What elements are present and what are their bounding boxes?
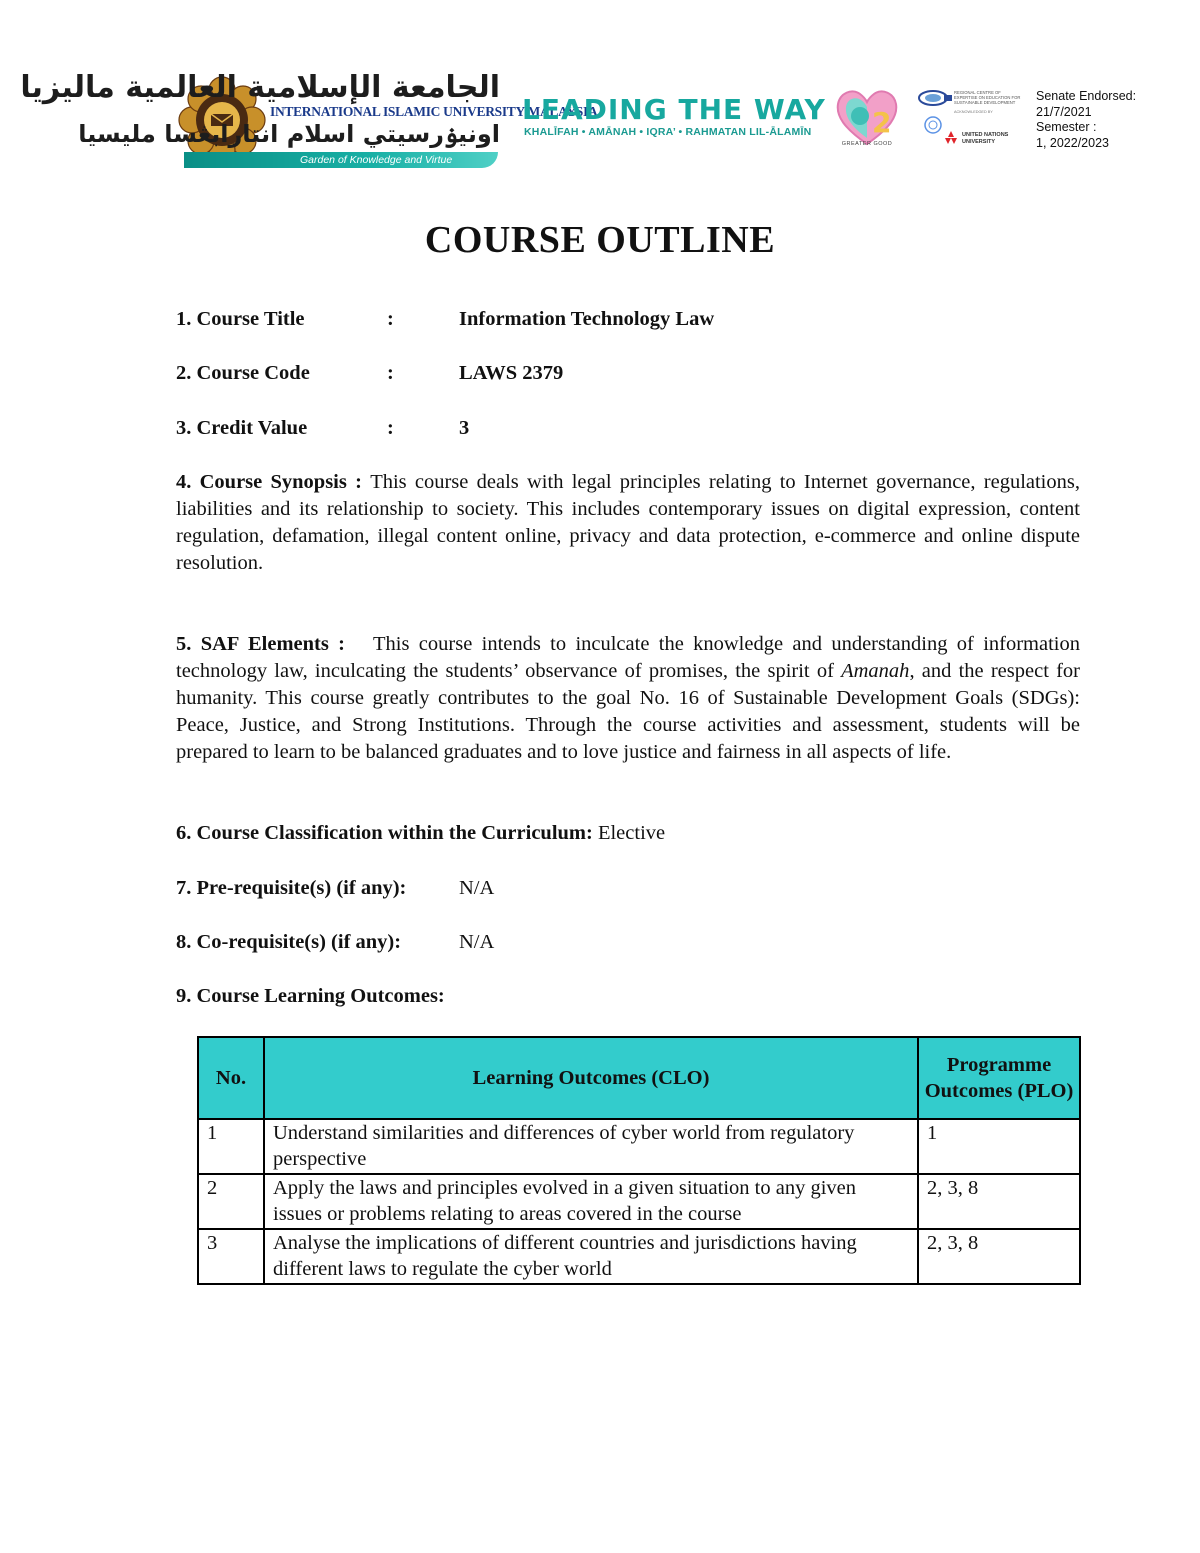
course-code-label: 2. Course Code [176,362,310,384]
header-outcome: Learning Outcomes (CLO) [264,1037,918,1119]
row-outcome: Analyse the implications of different countries and jurisdictions having different laws to regulate the cyber world [264,1229,918,1284]
saf-label: 5. SAF Elements : [176,633,346,655]
row-no: 1 [198,1119,264,1174]
university-name-arabic: الجامعة الإسلامية العالمية ماليزيا [20,70,500,105]
synopsis-colon: : [346,471,371,493]
header-no: No. [198,1037,264,1119]
table-row [198,1174,1080,1229]
clo-table [197,1036,1081,1285]
classification-label: 6. Course Classification within the Curriculum: [176,822,593,844]
university-name-english: INTERNATIONAL ISLAMIC UNIVERSITY MALAYSIA [270,104,598,119]
credit-value-label: 3. Credit Value [176,417,308,439]
row-plo: 1 [918,1119,1080,1174]
unu-label: UNITED NATIONS UNIVERSITY [962,132,1009,145]
rce-unu-logo [918,88,1024,150]
row-outcome: Understand similarities and differences of cyber world from regulatory perspective [264,1119,918,1174]
synopsis-label: 4. Course Synopsis [176,471,347,493]
senate-endorsement [1036,89,1136,151]
row-plo: 2, 3, 8 [918,1229,1080,1284]
course-synopsis [176,469,1080,577]
saf-text-italic: Amanah [841,660,910,682]
university-motto: Garden of Knowledge and Virtue [300,154,453,166]
course-title-label: 1. Course Title [176,308,305,330]
classification-value: Elective [597,822,666,844]
row-outcome: Apply the laws and principles evolved in a given situation to any given issues or problems relating to areas covered in the course [264,1174,918,1229]
row-no: 3 [198,1229,264,1284]
page-title: COURSE OUTLINE [424,219,776,261]
row-no: 2 [198,1174,264,1229]
corequisite-value: N/A [459,931,495,953]
endorsement-date: 21/7/2021 [1036,104,1092,119]
semester-value: 1, 2022/2023 [1036,135,1109,150]
synopsis-text: This course deals with legal principles relating to Internet governance, regulations, liabilities and its relationship to society. This includes contemporary issues on digital expression, content regulation, defamation, illegal content online, privacy and data protection, e-commerce and online dispute resolution. [176,471,1080,574]
saf-text-start: This course intends to inculcate the knowledge and understanding of information technology law, inculcating the students’ observance of promises, the spirit of [176,633,1080,682]
header-plo: Programme Outcomes (PLO) [918,1037,1080,1119]
credit-value-colon: : [387,417,394,439]
outcomes-heading: 9. Course Learning Outcomes: [176,985,445,1007]
row-plo: 2, 3, 8 [918,1174,1080,1229]
un-emblem-icon [924,116,942,134]
rce-acknowledged: ACKNOWLEDGED BY [954,110,993,114]
slogan-title: LEADING THE WAY [522,93,826,126]
slogan-subtitle: KHALĪFAH • AMĀNAH • IQRA’ • RAHMATAN LIL-ĀLAMĪN [524,126,812,138]
svg-text:2: 2 [872,106,892,139]
credit-value-value: 3 [459,417,470,439]
table-header-row [198,1037,1080,1119]
prerequisite-label: 7. Pre-requisite(s) (if any): [176,877,407,899]
semester-label: Semester : [1036,120,1097,134]
rce-title: REGIONAL CENTRE OF EXPERTISE ON EDUCATION FOR SUSTAINABLE DEVELOPMENT [954,90,1021,105]
course-title-colon: : [387,308,394,330]
corequisite-label: 8. Co-requisite(s) (if any): [176,931,402,953]
prerequisite-value: N/A [459,877,495,899]
university-logo [20,70,598,170]
course-code-value: LAWS 2379 [459,362,564,384]
slogan-block [522,93,826,144]
saf-text-end: , and the respect for humanity. This course greatly contributes to the goal No. 16 of Sustainable Development Goals (SDGs): Peace, Justice, and Strong Institutions. Through the course activities and assessment, students will be prepared to learn to be balanced graduates and to love justice and fairness in all aspects of life. [176,660,1080,763]
greater-good-label: GREATER GOOD [841,141,893,147]
course-code-colon: : [387,362,394,384]
unu-icon [942,130,960,146]
table-row [198,1229,1080,1284]
table-row [198,1119,1080,1174]
course-classification [176,820,665,847]
university-name-jawi: اونيۏرسيتي اسلام انتارابڠسا مليسيا [78,120,500,148]
endorsement-line: Senate Endorsed: [1036,89,1137,103]
course-title-value: Information Technology Law [459,308,715,330]
saf-elements [176,631,1080,766]
rce-icon [918,88,952,108]
